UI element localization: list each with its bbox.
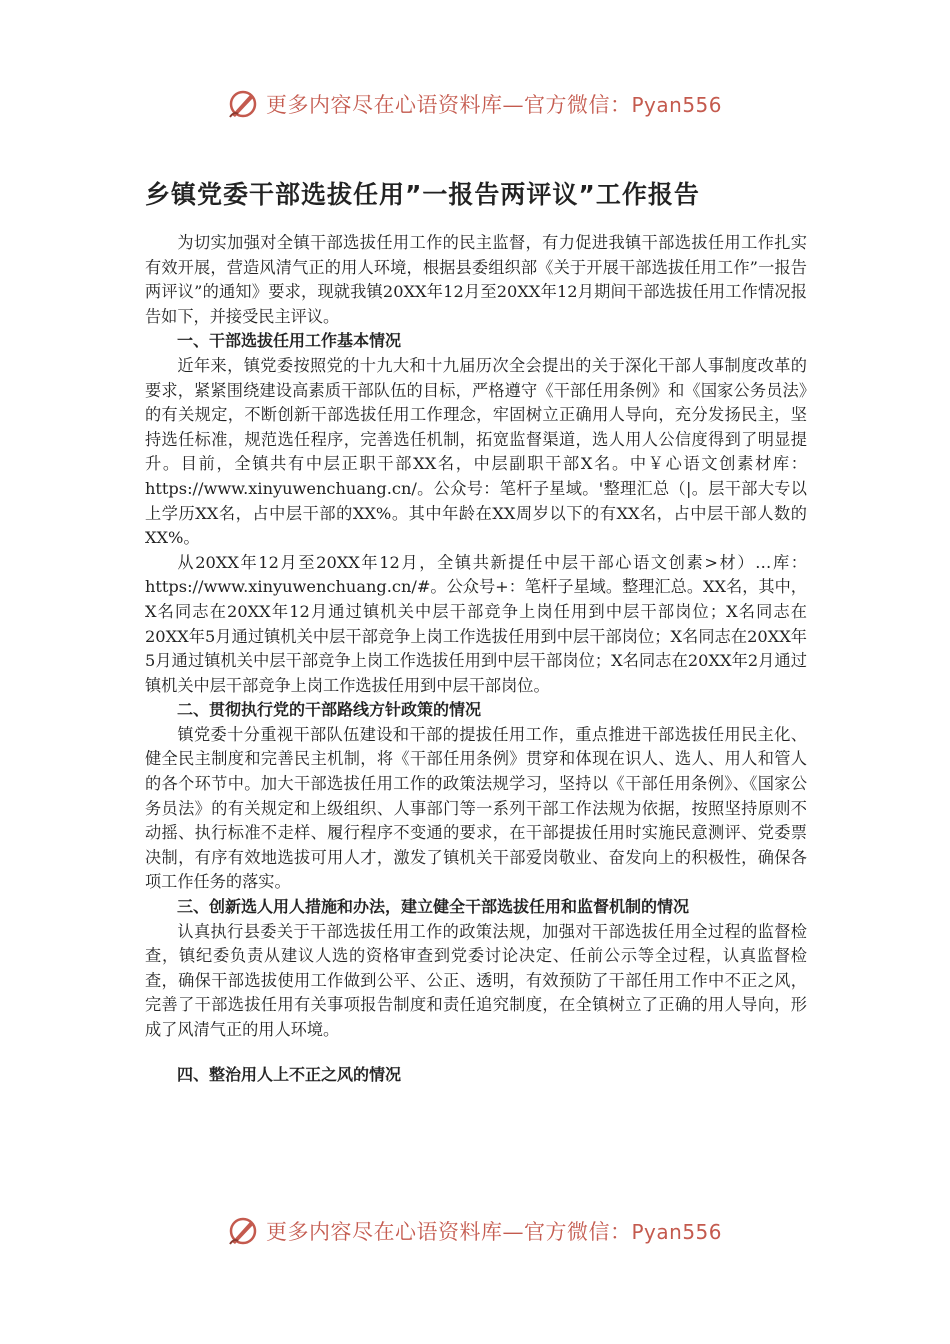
section-2-paragraph-1: 镇党委十分重视干部队伍建设和干部的提拔任用工作，重点推进干部选拔任用民主化、健全民主制度和完善民主机制，将《干部任用条例》贯穿和体现在识人、选人、用人和管人的各个环节中。加大干部选拔任用工作的政策法规学习，坚持以《干部任用条例》、《国家公务员法》的有关规定和上级组织、人事部门等一系列干部工作法规为依据，按照坚持原则不动摇、执行标准不走样、履行程序不变通的要求，在干部提拔任用时实施民意测评、党委票决制，有序有效地选拔可用人才，激发了镇机关干部爱岗敬业、奋发向上的积极性，确保各项工作任务的落实。	[145, 724, 807, 892]
document-body	[145, 175, 807, 1087]
section-2-heading: 二、贯彻执行党的干部路线方针政策的情况	[177, 700, 482, 720]
section-1-paragraph-2: 从20XX年12月至20XX年12月，全镇共新提任中层干部心语文创素>材）…库：https://www.xinyuwenchuang.cn/#。公众号+：笔杆子星域。整理汇总。XX名，其中，X名同志在20XX年12月通过镇机关中层干部竞争上岗任用到中层干部岗位；X名同志在20XX年5月通过镇机关中层干部竞争上岗工作选拔任用到中层干部岗位；X名同志在20XX年5月通过镇机关中层干部竞争上岗工作选拔任用到中层干部岗位；X名同志在20XX年2月通过镇机关中层干部竞争上岗工作选拔任用到中层干部岗位。	[145, 552, 807, 695]
intro-paragraph: 为切实加强对全镇干部选拔任用工作的民主监督，有力促进我镇干部选拔任用工作扎实有效开展，营造风清气正的用人环境，根据县委组织部《关于开展干部选拔任用工作”一报告两评议”的通知》要求，现就我镇20XX年12月至20XX年12月期间干部选拔任用工作情况报告如下，并接受民主评议。	[145, 233, 807, 326]
footer-banner	[226, 1213, 726, 1249]
header-banner	[226, 86, 726, 122]
banner-text: 更多内容尽在心语资料库—官方微信：Pyan556	[266, 1220, 723, 1244]
banner-wechat-id: Pyan556	[631, 1220, 723, 1244]
section-3-heading: 三、创新选人用人措施和办法，建立健全干部选拔任用和监督机制的情况	[177, 897, 690, 917]
document-title: 乡镇党委干部选拔任用”一报告两评议”工作报告	[145, 180, 700, 209]
pen-swirl-logo-icon	[226, 1214, 260, 1248]
section-4-heading: 四、整治用人上不正之风的情况	[177, 1064, 402, 1084]
banner-text: 更多内容尽在心语资料库—官方微信：Pyan556	[266, 93, 723, 117]
banner-wechat-id: Pyan556	[631, 93, 723, 117]
section-3-paragraph-1: 认真执行县委关于干部选拔任用工作的政策法规，加强对干部选拔任用全过程的监督检查，镇纪委负责从建议人选的资格审查到党委讨论决定、任前公示等全过程，认真监督检查，确保干部选拔使用工作做到公平、公正、透明，有效预防了干部任用工作中不正之风，完善了干部选拔任用有关事项报告制度和责任追究制度，在全镇树立了正确的用人导向，形成了风清气正的用人环境。	[145, 921, 807, 1039]
section-1-heading: 一、干部选拔任用工作基本情况	[177, 331, 402, 351]
pen-swirl-logo-icon	[226, 87, 260, 121]
section-1-paragraph-1: 近年来，镇党委按照党的十九大和十九届历次全会提出的关于深化干部人事制度改革的要求，紧紧围绕建设高素质干部队伍的目标，严格遵守《干部任用条例》和《国家公务员法》的有关规定，不断创新干部选拔任用工作理念，牢固树立正确用人导向，充分发扬民主，坚持选任标准，规范选任程序，完善选任机制，拓宽监督渠道，选人用人公信度得到了明显提升。目前，全镇共有中层正职干部XX名，中层副职干部X名。中￥心语文创素材库：https://www.xinyuwenchuang.cn/。公众号：笔杆子星域。'整理汇总（|。层干部大专以上学历XX名，占中层干部的XX%。其中年龄在XX周岁以下的有XX名，占中层干部人数的XX%。	[145, 355, 807, 548]
